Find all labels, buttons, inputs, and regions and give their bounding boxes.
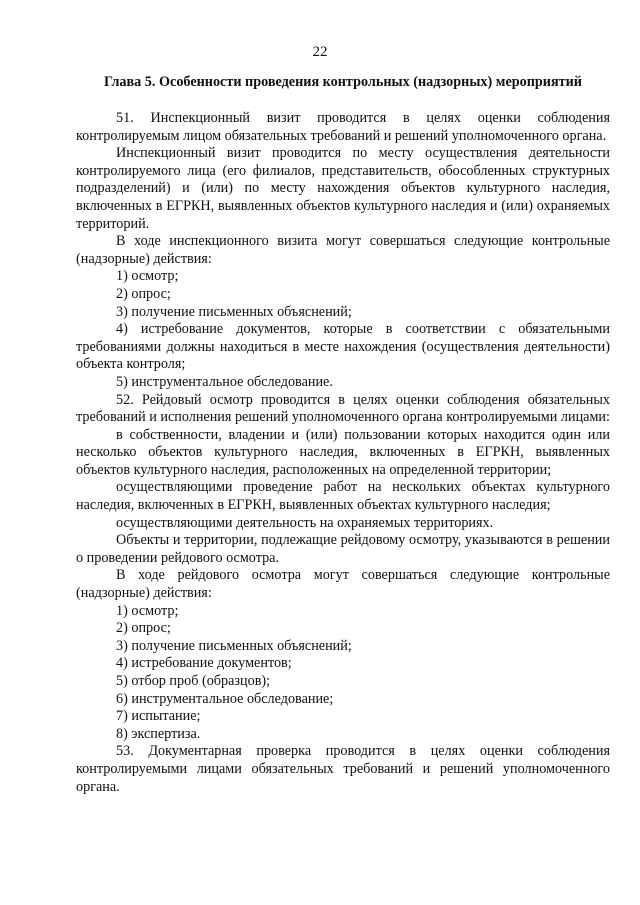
- paragraph: осуществляющими деятельность на охраняемых территориях.: [116, 514, 494, 531]
- paragraph: В ходе инспекционного визита могут совершаться следующие контрольные (надзорные) действия:: [76, 233, 610, 267]
- paragraph: осуществляющими проведение работ на нескольких объектах культурного наследия, включенных в ЕГРКН, выявленных объектах культурного наследия;: [76, 479, 610, 514]
- paragraph: в собственности, владении и (или) пользовании которых находится один или несколько объектов культурного наследия, включенных в ЕГРКН, выявленных объектов культурного наследия, расположенных на определенной территории;: [76, 426, 610, 478]
- list-item: 7) испытание;: [116, 708, 201, 725]
- paragraph: 51. Инспекционный визит проводится в целях оценки соблюдения контролируемым лицом обязательных требований и решений уполномоченного органа.: [76, 110, 610, 144]
- list-item: 6) инструментальное обследование;: [116, 690, 334, 707]
- page-number: 22: [312, 44, 328, 60]
- list-item: 1) осмотр;: [116, 602, 179, 619]
- list-item: 1) осмотр;: [116, 268, 179, 285]
- document-body: [76, 110, 610, 796]
- list-item: 4) истребование документов;: [116, 655, 292, 672]
- list-item: 2) опрос;: [116, 620, 171, 637]
- paragraph: 52. Рейдовый осмотр проводится в целях оценки соблюдения обязательных требований и исполнения решений уполномоченного органа контролируемыми лицами:: [76, 391, 610, 426]
- list-item: 2) опрос;: [116, 285, 171, 302]
- list-item: 8) экспертиза.: [116, 725, 201, 742]
- paragraph: 53. Документарная проверка проводится в целях оценки соблюдения контролируемыми лицами обязательных требований и решений уполномоченного органа.: [76, 743, 610, 795]
- list-item: 5) отбор проб (образцов);: [116, 673, 271, 689]
- paragraph: В ходе рейдового осмотра могут совершаться следующие контрольные (надзорные) действия:: [76, 567, 610, 602]
- list-item: 5) инструментальное обследование.: [116, 373, 333, 390]
- paragraph: Инспекционный визит проводится по месту осуществления деятельности контролируемого лица (его филиалов, представительств, обособленных структурных подразделений) и (или) по месту нахождения объектов культурного наследия, включенных в ЕГРКН, выявленных объектов культурного наследия и (или) охраняемых территорий.: [76, 145, 610, 232]
- paragraph: Объекты и территории, подлежащие рейдовому осмотру, указываются в решении о проведении рейдового осмотра.: [76, 532, 610, 566]
- chapter-heading: Глава 5. Особенности проведения контрольных (надзорных) мероприятий: [104, 74, 582, 90]
- list-item: 3) получение письменных объяснений;: [116, 303, 352, 320]
- list-item: 3) получение письменных объяснений;: [116, 637, 352, 654]
- list-item: 4) истребование документов, которые в соответствии с обязательными требованиями должны находиться в месте нахождения (осуществления деятельности) объекта контроля;: [76, 321, 610, 373]
